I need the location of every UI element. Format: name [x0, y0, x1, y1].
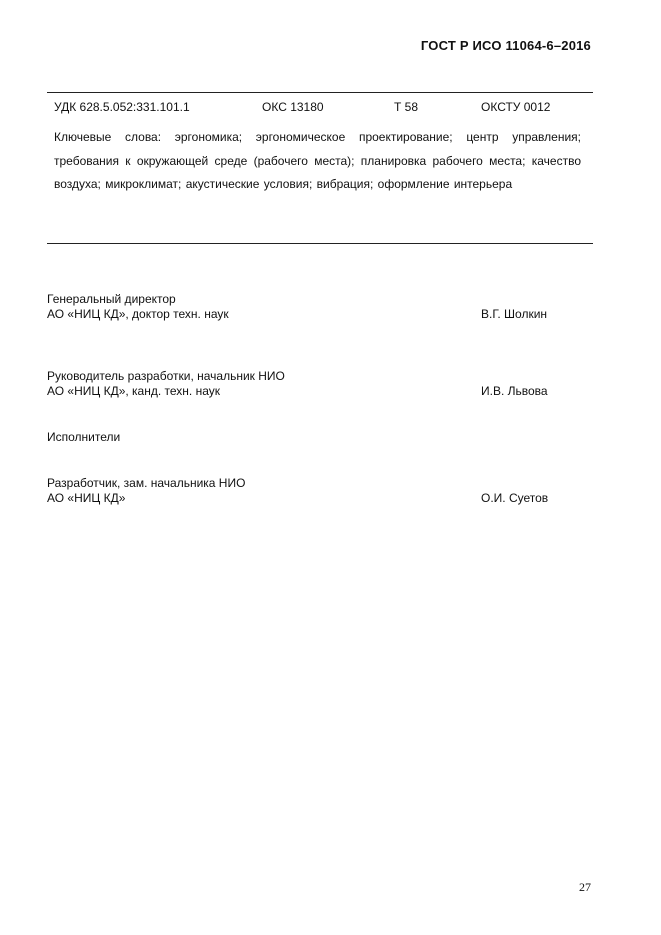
performer-organization: АО «НИЦ КД» [47, 491, 126, 505]
document-header: ГОСТ Р ИСО 11064-6–2016 [420, 38, 591, 53]
performer-block [47, 476, 549, 506]
signatory-name: В.Г. Шолкин [481, 307, 548, 321]
top-rule [47, 92, 593, 93]
signatory-block [47, 369, 548, 399]
group-code: Т 58 [394, 100, 419, 114]
okstu-code: ОКСТУ 0012 [481, 100, 551, 114]
signatory-name: И.В. Львова [481, 384, 548, 398]
signatory-organization: АО «НИЦ КД», канд. техн. наук [47, 384, 221, 398]
bottom-rule [47, 243, 593, 244]
performers-heading: Исполнители [47, 430, 121, 444]
signatory-position: Руководитель разработки, начальник НИО [47, 369, 285, 383]
keywords-paragraph: Ключевые слова: эргономика; эргономическое проектирование; центр управления; требования к окружающей среде (рабочего места); планировка рабочего места; качество воздуха; микроклимат; акустические условия; вибрация; оформление интерьера [54, 130, 581, 191]
performer-name: О.И. Суетов [481, 491, 549, 505]
signatory-organization: АО «НИЦ КД», доктор техн. наук [47, 307, 229, 321]
performer-position: Разработчик, зам. начальника НИО [47, 476, 246, 490]
oks-code: ОКС 13180 [262, 100, 324, 114]
page-number: 27 [579, 880, 591, 894]
classification-codes [54, 100, 594, 116]
signatory-position: Генеральный директор [47, 292, 176, 306]
signatory-block [47, 292, 548, 322]
udk-code: УДК 628.5.052:331.101.1 [54, 100, 190, 114]
